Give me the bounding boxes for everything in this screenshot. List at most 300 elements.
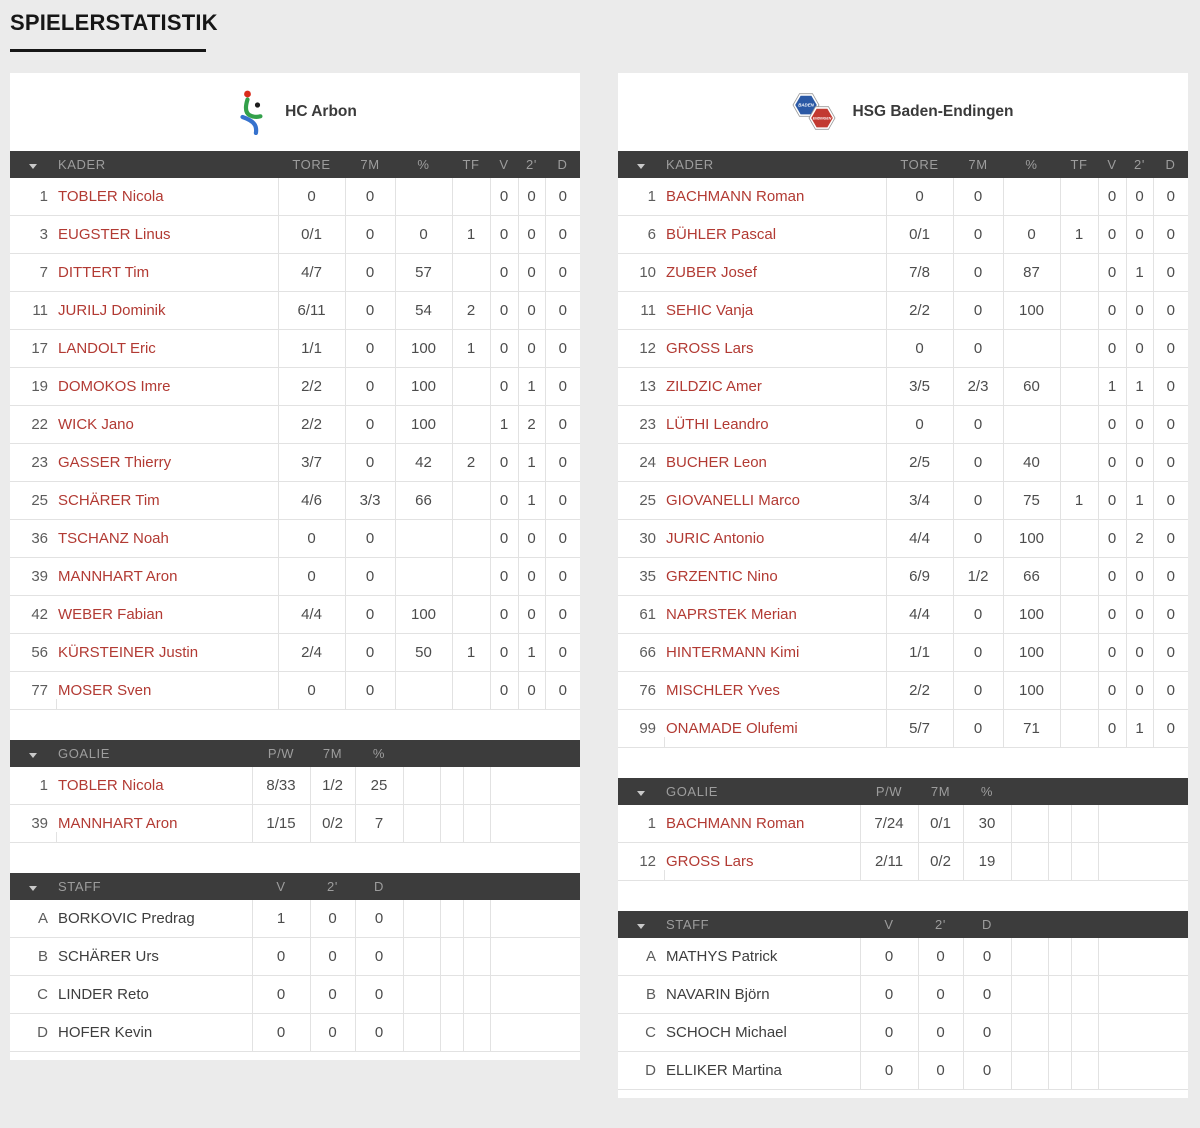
stat-cell: [1060, 520, 1098, 558]
stat-cell: 0: [953, 292, 1003, 330]
jersey-number: 25: [618, 482, 664, 520]
stat-cell: 0: [1153, 558, 1188, 596]
stat-cell: 0: [1153, 634, 1188, 672]
footer-divider: [56, 699, 57, 709]
stat-cell: 100: [1003, 292, 1060, 330]
column-header: P/W: [252, 740, 310, 767]
column-header: [490, 873, 580, 900]
stat-cell: 0: [963, 1014, 1011, 1052]
player-name[interactable]: BACHMANN Roman: [664, 178, 886, 216]
stat-cell: 19: [963, 843, 1011, 881]
stat-cell: 1: [452, 634, 490, 672]
section-staff: [618, 911, 1188, 1090]
column-header: [1098, 778, 1188, 805]
player-name[interactable]: NAPRSTEK Merian: [664, 596, 886, 634]
stat-cell: [452, 406, 490, 444]
stat-cell: 0: [545, 216, 580, 254]
kader-row: [10, 672, 580, 710]
stat-cell: 0: [490, 520, 518, 558]
stat-cell: 3/4: [886, 482, 953, 520]
stat-cell: [1060, 368, 1098, 406]
player-name[interactable]: GIOVANELLI Marco: [664, 482, 886, 520]
stat-cell: [1060, 292, 1098, 330]
stat-cell: 40: [1003, 444, 1060, 482]
column-header: %: [963, 778, 1011, 805]
stat-cell: [395, 558, 452, 596]
column-header: D: [355, 873, 403, 900]
stat-cell: 0: [490, 482, 518, 520]
stat-cell: 1: [518, 482, 545, 520]
player-name[interactable]: GRZENTIC Nino: [664, 558, 886, 596]
section-collapse: [10, 151, 56, 178]
stat-cell: [1060, 444, 1098, 482]
player-name[interactable]: LANDOLT Eric: [56, 330, 278, 368]
stat-cell: 0: [252, 938, 310, 976]
team-name: HSG Baden-Endingen: [852, 103, 1014, 120]
kader-row: [10, 406, 580, 444]
stat-cell: 0: [490, 292, 518, 330]
jersey-number: 77: [10, 672, 56, 710]
stat-cell: 0: [490, 216, 518, 254]
column-header: V: [252, 873, 310, 900]
stat-cell: 3/3: [345, 482, 395, 520]
stat-cell: 0: [345, 178, 395, 216]
staff-row: [10, 1014, 580, 1052]
stat-cell: 54: [395, 292, 452, 330]
stat-cell: 7/24: [860, 805, 918, 843]
jersey-number: 3: [10, 216, 56, 254]
kader-row: [618, 178, 1188, 216]
staff-name: SCHOCH Michael: [664, 1014, 860, 1052]
table-header-row: [618, 778, 1188, 805]
empty-cell: [440, 805, 463, 843]
stat-cell: 0: [518, 672, 545, 710]
stat-cell: 0: [518, 216, 545, 254]
kader-row: [10, 482, 580, 520]
stat-cell: 0: [545, 406, 580, 444]
stat-cell: 5/7: [886, 710, 953, 748]
player-name[interactable]: KÜRSTEINER Justin: [56, 634, 278, 672]
stat-cell: 0: [1098, 292, 1126, 330]
stat-cell: 0/1: [886, 216, 953, 254]
player-name[interactable]: JURILJ Dominik: [56, 292, 278, 330]
stat-cell: 100: [395, 330, 452, 368]
column-header: V: [860, 911, 918, 938]
stat-cell: 0: [1126, 634, 1153, 672]
empty-cell: [440, 976, 463, 1014]
kader-row: [618, 634, 1188, 672]
section-title: STAFF: [56, 873, 252, 900]
dropdown-arrow-icon[interactable]: [29, 886, 37, 891]
jersey-number: 6: [618, 216, 664, 254]
stat-cell: 0: [310, 900, 355, 938]
kader-row: [618, 406, 1188, 444]
empty-cell: [490, 976, 580, 1014]
stat-cell: 0: [490, 444, 518, 482]
empty-cell: [403, 938, 440, 976]
player-name[interactable]: ZILDZIC Amer: [664, 368, 886, 406]
column-header: V: [1098, 151, 1126, 178]
stat-cell: 0: [1153, 672, 1188, 710]
stat-cell: 30: [963, 805, 1011, 843]
jersey-number: 1: [10, 178, 56, 216]
kader-row: [618, 558, 1188, 596]
stat-cell: 4/4: [886, 520, 953, 558]
column-header: [440, 873, 463, 900]
jersey-number: 99: [618, 710, 664, 748]
stat-cell: 0: [345, 406, 395, 444]
stat-cell: 0/1: [278, 216, 345, 254]
column-header: D: [1153, 151, 1188, 178]
footer-divider: [664, 737, 665, 747]
stat-cell: 0: [963, 1052, 1011, 1090]
column-header: TF: [1060, 151, 1098, 178]
player-name[interactable]: LÜTHI Leandro: [664, 406, 886, 444]
stat-cell: 0: [1126, 444, 1153, 482]
stat-cell: 1: [518, 368, 545, 406]
stat-cell: [1060, 178, 1098, 216]
stat-cell: 0: [518, 292, 545, 330]
empty-cell: [1098, 805, 1188, 843]
player-name[interactable]: ONAMADE Olufemi: [664, 710, 886, 748]
stat-cell: 0: [1153, 482, 1188, 520]
empty-cell: [490, 1014, 580, 1052]
staff-name: HOFER Kevin: [56, 1014, 252, 1052]
staff-letter: C: [10, 976, 56, 1014]
stat-cell: 0: [1098, 672, 1126, 710]
stat-cell: 0: [1098, 178, 1126, 216]
jersey-number: 17: [10, 330, 56, 368]
stat-cell: 0: [252, 976, 310, 1014]
dropdown-arrow-icon[interactable]: [29, 753, 37, 758]
section-collapse: [618, 778, 664, 805]
player-name[interactable]: SCHÄRER Tim: [56, 482, 278, 520]
stat-cell: 0: [918, 938, 963, 976]
stat-cell: 0: [953, 482, 1003, 520]
column-header: [463, 740, 490, 767]
column-header: %: [355, 740, 403, 767]
stat-cell: 2: [452, 292, 490, 330]
column-header: [403, 740, 440, 767]
player-name[interactable]: DOMOKOS Imre: [56, 368, 278, 406]
empty-cell: [1011, 843, 1048, 881]
stat-cell: 0: [545, 634, 580, 672]
empty-cell: [403, 900, 440, 938]
stat-cell: 0: [963, 976, 1011, 1014]
player-name[interactable]: JURIC Antonio: [664, 520, 886, 558]
player-name[interactable]: TOBLER Nicola: [56, 767, 252, 805]
stat-cell: 0: [1098, 520, 1126, 558]
team-panel: [618, 73, 1188, 1098]
staff-letter: D: [10, 1014, 56, 1052]
stat-cell: 2/2: [886, 672, 953, 710]
empty-cell: [1071, 938, 1098, 976]
kader-row: [618, 330, 1188, 368]
stat-cell: 0: [1098, 406, 1126, 444]
stat-cell: 0: [545, 520, 580, 558]
stat-cell: 0: [345, 368, 395, 406]
player-name[interactable]: DITTERT Tim: [56, 254, 278, 292]
column-header: [1011, 911, 1048, 938]
stat-cell: 0: [1153, 368, 1188, 406]
player-name[interactable]: BÜHLER Pascal: [664, 216, 886, 254]
player-name[interactable]: MANNHART Aron: [56, 805, 252, 843]
stat-cell: 0: [1098, 596, 1126, 634]
kader-row: [10, 178, 580, 216]
stat-cell: 0/2: [310, 805, 355, 843]
stat-cell: [395, 520, 452, 558]
kader-row: [618, 672, 1188, 710]
column-header: 7M: [310, 740, 355, 767]
stat-cell: [452, 254, 490, 292]
player-name[interactable]: GROSS Lars: [664, 330, 886, 368]
stat-cell: 0: [1153, 710, 1188, 748]
section-collapse: [618, 911, 664, 938]
empty-cell: [1098, 976, 1188, 1014]
kader-row: [10, 596, 580, 634]
empty-cell: [463, 1014, 490, 1052]
jersey-number: 61: [618, 596, 664, 634]
stat-cell: 7/8: [886, 254, 953, 292]
empty-cell: [1071, 843, 1098, 881]
stat-cell: 0: [1153, 520, 1188, 558]
dropdown-arrow-icon[interactable]: [29, 164, 37, 169]
stat-cell: 100: [395, 406, 452, 444]
stat-cell: 1: [1126, 482, 1153, 520]
stat-cell: 0: [1126, 330, 1153, 368]
section-staff: [10, 873, 580, 1052]
stat-cell: 1: [490, 406, 518, 444]
empty-cell: [1011, 1014, 1048, 1052]
jersey-number: 23: [10, 444, 56, 482]
stat-cell: 0: [1003, 216, 1060, 254]
player-name[interactable]: GASSER Thierry: [56, 444, 278, 482]
stat-cell: 1: [518, 634, 545, 672]
stat-cell: 1: [1060, 216, 1098, 254]
table-header-row: [10, 740, 580, 767]
stat-cell: 0: [518, 178, 545, 216]
stat-cell: 0: [545, 254, 580, 292]
empty-cell: [463, 805, 490, 843]
section-goalie: [10, 740, 580, 843]
player-name[interactable]: EUGSTER Linus: [56, 216, 278, 254]
stat-cell: 0: [545, 558, 580, 596]
empty-cell: [403, 767, 440, 805]
stat-cell: 1: [1126, 254, 1153, 292]
hc-arbon-logo: [233, 89, 271, 135]
stat-cell: 0: [310, 938, 355, 976]
stat-cell: [1060, 634, 1098, 672]
column-header: [403, 873, 440, 900]
stat-cell: 0: [545, 444, 580, 482]
stat-cell: 2: [452, 444, 490, 482]
stat-cell: 0: [1126, 596, 1153, 634]
column-header: TORE: [886, 151, 953, 178]
stat-cell: 0: [953, 634, 1003, 672]
jersey-number: 13: [618, 368, 664, 406]
stat-cell: 0: [545, 596, 580, 634]
column-header: P/W: [860, 778, 918, 805]
stat-cell: 8/33: [252, 767, 310, 805]
stat-cell: 42: [395, 444, 452, 482]
section-goalie: [618, 778, 1188, 881]
staff-name: ELLIKER Martina: [664, 1052, 860, 1090]
staff-row: [618, 938, 1188, 976]
stat-cell: 0: [953, 672, 1003, 710]
empty-cell: [1011, 1052, 1048, 1090]
player-name[interactable]: ZUBER Josef: [664, 254, 886, 292]
stat-cell: 0: [278, 558, 345, 596]
player-name[interactable]: WICK Jano: [56, 406, 278, 444]
stat-cell: 1: [1060, 482, 1098, 520]
jersey-number: 11: [618, 292, 664, 330]
stat-cell: 1/1: [886, 634, 953, 672]
stat-cell: 0: [345, 254, 395, 292]
stat-cell: 1/15: [252, 805, 310, 843]
player-name[interactable]: MANNHART Aron: [56, 558, 278, 596]
staff-row: [618, 1052, 1188, 1090]
stat-cell: 0: [345, 330, 395, 368]
stat-cell: 7: [355, 805, 403, 843]
stat-cell: 2/2: [886, 292, 953, 330]
jersey-number: 25: [10, 482, 56, 520]
stat-cell: 1: [452, 330, 490, 368]
stat-cell: 2: [518, 406, 545, 444]
stat-cell: 0: [1098, 710, 1126, 748]
stat-cell: 0: [345, 558, 395, 596]
stat-cell: 0: [953, 178, 1003, 216]
stat-cell: 1: [518, 444, 545, 482]
stat-cell: 75: [1003, 482, 1060, 520]
jersey-number: 23: [618, 406, 664, 444]
stat-cell: 1/2: [310, 767, 355, 805]
stat-cell: 0: [518, 254, 545, 292]
stat-cell: 0: [860, 938, 918, 976]
kader-row: [10, 292, 580, 330]
player-name[interactable]: SEHIC Vanja: [664, 292, 886, 330]
kader-row: [618, 444, 1188, 482]
staff-row: [10, 938, 580, 976]
empty-cell: [490, 900, 580, 938]
kader-row: [10, 520, 580, 558]
player-name[interactable]: TSCHANZ Noah: [56, 520, 278, 558]
player-name[interactable]: TOBLER Nicola: [56, 178, 278, 216]
team-header: [618, 73, 1188, 151]
column-header: 7M: [953, 151, 1003, 178]
stat-cell: 4/7: [278, 254, 345, 292]
jersey-number: 10: [618, 254, 664, 292]
empty-cell: [440, 1014, 463, 1052]
stat-cell: 0: [953, 444, 1003, 482]
goalie-table: [10, 740, 580, 843]
title-underline: [10, 49, 206, 52]
column-header: V: [490, 151, 518, 178]
stat-cell: 0: [953, 216, 1003, 254]
stat-cell: 0: [1098, 216, 1126, 254]
jersey-number: 11: [10, 292, 56, 330]
section-kader: [10, 151, 580, 710]
empty-cell: [1011, 938, 1048, 976]
section-kader: [618, 151, 1188, 748]
player-name[interactable]: GROSS Lars: [664, 843, 860, 881]
player-name[interactable]: BUCHER Leon: [664, 444, 886, 482]
stat-cell: 0: [1153, 292, 1188, 330]
empty-cell: [1098, 1052, 1188, 1090]
column-header: [440, 740, 463, 767]
kader-row: [618, 520, 1188, 558]
footer-divider: [56, 832, 57, 842]
player-name[interactable]: WEBER Fabian: [56, 596, 278, 634]
player-name[interactable]: BACHMANN Roman: [664, 805, 860, 843]
dropdown-arrow-icon[interactable]: [637, 924, 645, 929]
stat-cell: 0: [886, 178, 953, 216]
stat-cell: [452, 178, 490, 216]
column-header: %: [1003, 151, 1060, 178]
empty-cell: [463, 767, 490, 805]
stat-cell: 0: [345, 634, 395, 672]
staff-table: [10, 873, 580, 1052]
stat-cell: 0: [953, 596, 1003, 634]
stat-cell: 0: [518, 520, 545, 558]
stat-cell: 0: [1098, 482, 1126, 520]
stat-cell: 0: [918, 1014, 963, 1052]
stat-cell: 0/2: [918, 843, 963, 881]
jersey-number: 39: [10, 805, 56, 843]
empty-cell: [403, 976, 440, 1014]
kader-row: [618, 482, 1188, 520]
stat-cell: 4/4: [278, 596, 345, 634]
stat-cell: [395, 178, 452, 216]
stat-cell: 0: [518, 596, 545, 634]
stat-cell: 0: [1153, 406, 1188, 444]
kader-row: [10, 634, 580, 672]
stat-cell: 4/6: [278, 482, 345, 520]
empty-cell: [403, 1014, 440, 1052]
empty-cell: [1071, 976, 1098, 1014]
player-name[interactable]: HINTERMANN Kimi: [664, 634, 886, 672]
player-name[interactable]: MOSER Sven: [56, 672, 278, 710]
empty-cell: [1048, 843, 1071, 881]
footer-divider: [664, 870, 665, 880]
stat-cell: 57: [395, 254, 452, 292]
jersey-number: 39: [10, 558, 56, 596]
stat-cell: 0/1: [918, 805, 963, 843]
section-title: STAFF: [664, 911, 860, 938]
stat-cell: 4/4: [886, 596, 953, 634]
dropdown-arrow-icon[interactable]: [637, 791, 645, 796]
column-header: [490, 740, 580, 767]
stat-cell: 0: [1126, 292, 1153, 330]
dropdown-arrow-icon[interactable]: [637, 164, 645, 169]
stat-cell: 0: [345, 216, 395, 254]
stat-cell: [1060, 710, 1098, 748]
empty-cell: [1098, 843, 1188, 881]
stat-cell: [452, 672, 490, 710]
empty-cell: [440, 900, 463, 938]
stat-cell: 0: [1153, 596, 1188, 634]
player-name[interactable]: MISCHLER Yves: [664, 672, 886, 710]
staff-row: [618, 1014, 1188, 1052]
column-header: [1048, 911, 1071, 938]
stat-cell: 0: [345, 672, 395, 710]
stat-cell: 6/9: [886, 558, 953, 596]
staff-name: LINDER Reto: [56, 976, 252, 1014]
jersey-number: 7: [10, 254, 56, 292]
stat-cell: 2/2: [278, 368, 345, 406]
stat-cell: 0: [278, 178, 345, 216]
stat-cell: 2: [1126, 520, 1153, 558]
stat-cell: 0: [252, 1014, 310, 1052]
